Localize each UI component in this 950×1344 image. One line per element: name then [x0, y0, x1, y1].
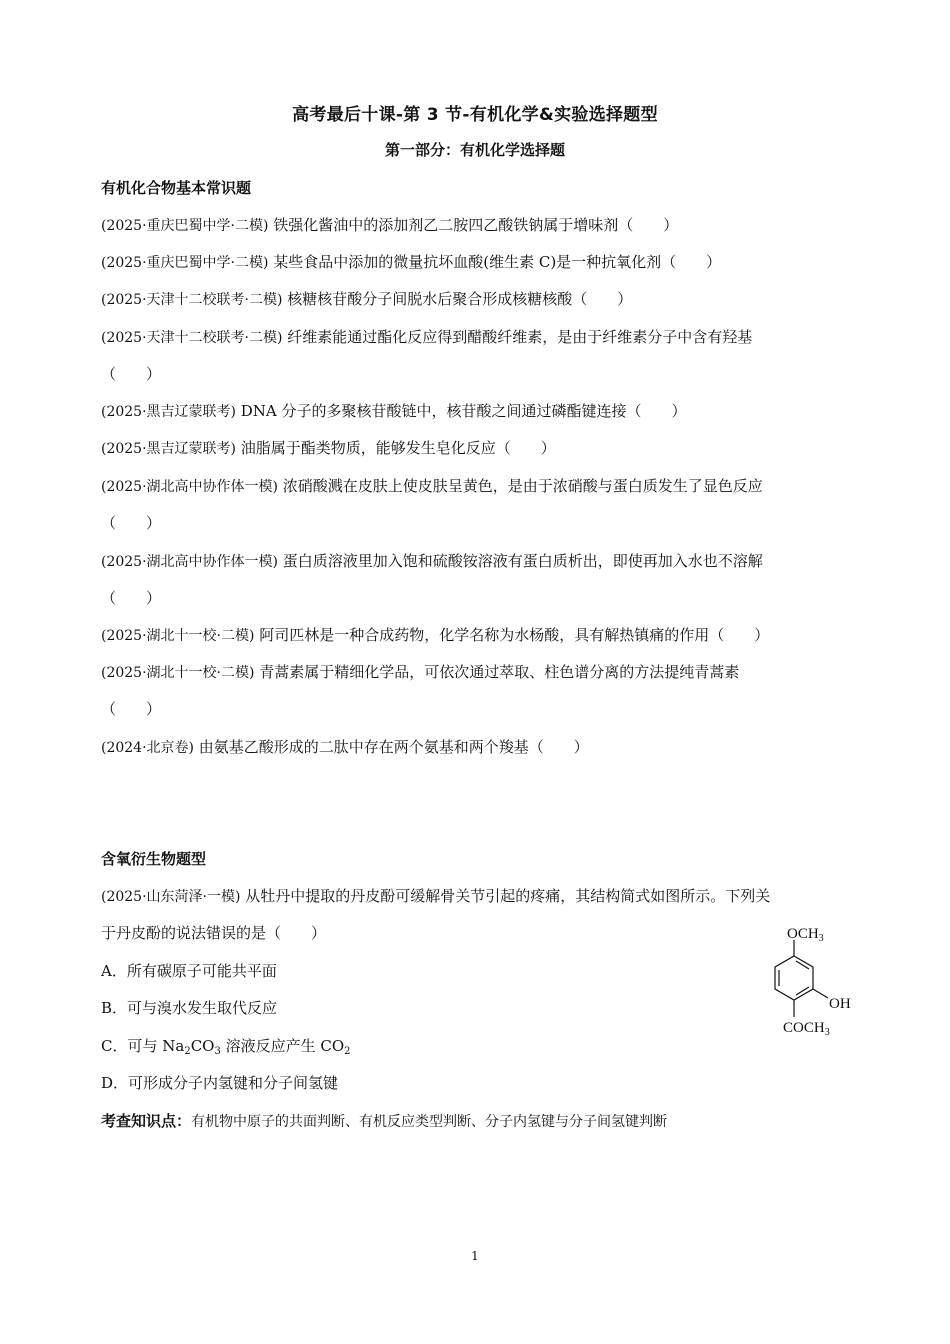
- question-source: (2025·湖北高中协作体一模): [101, 479, 279, 495]
- question-text: 纤维素能通过酯化反应得到醋酸纤维素，是由于纤维素分子中含有羟基: [282, 328, 753, 346]
- question-item: [101, 288, 632, 309]
- question-text: 油脂属于酯类物质，能够发生皂化反应（ ）: [236, 439, 556, 457]
- question-item: [101, 624, 769, 645]
- question-source: (2025·湖北十一校·二模): [101, 665, 255, 681]
- question-source: (2025·天津十二校联考·二模): [101, 330, 283, 346]
- question-item: [101, 326, 752, 347]
- question-text: 青蒿素属于精细化学品，可依次通过萃取、柱色谱分离的方法提纯青蒿素: [254, 663, 740, 681]
- subscript: 3: [214, 1046, 221, 1057]
- part-subtitle: 第一部分：有机化学选择题: [384, 141, 565, 159]
- question-text: 某些食品中添加的微量抗坏血酸(维生素 C)是一种抗氧化剂（ ）: [268, 253, 722, 271]
- question-text: 浓硝酸溅在皮肤上使皮肤呈黄色，是由于浓硝酸与蛋白质发生了显色反应: [278, 477, 763, 495]
- knowledge-points: [101, 1110, 667, 1131]
- option-c-text: C．可与 Na: [101, 1037, 185, 1055]
- question-source: (2025·天津十二校联考·二模): [101, 292, 283, 308]
- structure-label-oh: OH: [829, 996, 851, 1012]
- question-text: 阿司匹林是一种合成药物，化学名称为水杨酸，具有解热镇痛的作用（ ）: [254, 626, 770, 644]
- option-b: B．可与溴水发生取代反应: [101, 999, 278, 1017]
- question-text: 从牡丹中提取的丹皮酚可缓解骨关节引起的疼痛，其结构简式如图所示。下列关: [240, 887, 771, 905]
- question-item: [101, 400, 687, 421]
- knowledge-text: 有机物中原子的共面判断、有机反应类型判断、分子内氢键与分子间氢键判断: [191, 1114, 668, 1130]
- option-c-text: CO: [190, 1037, 215, 1055]
- structure-label-coch3: $COCH_3$: [783, 1020, 830, 1038]
- paeonol-structure-diagram: [765, 918, 875, 1048]
- question-text: 由氨基乙酸形成的二肽中存在两个氨基和两个羧基（ ）: [194, 738, 589, 756]
- question-source: (2025·重庆巴蜀中学·二模): [101, 255, 269, 271]
- question-text: DNA 分子的多聚核苷酸链中，核苷酸之间通过磷酯键连接（ ）: [236, 402, 687, 420]
- question-source: (2025·湖北高中协作体一模): [101, 554, 279, 570]
- section-heading-basic: 有机化合物基本常识题: [101, 179, 252, 197]
- question-item: [101, 214, 678, 235]
- question-text: 蛋白质溶液里加入饱和硫酸铵溶液有蛋白质析出，即使再加入水也不溶解: [278, 552, 763, 570]
- question-source: (2025·山东菏泽·一模): [101, 889, 241, 905]
- answer-parentheses: （ ）: [101, 365, 162, 383]
- section-heading-oxygen-derivatives: 含氧衍生物题型: [101, 850, 207, 868]
- document-title: 高考最后十课-第 3 节-有机化学&实验选择题型: [292, 105, 658, 125]
- question-item: [101, 251, 721, 272]
- question-text: 核糖核苷酸分子间脱水后聚合形成核糖核酸（ ）: [282, 290, 633, 308]
- question-item: [101, 475, 763, 496]
- question-item: [101, 661, 739, 682]
- page-number: 1: [471, 1249, 479, 1263]
- answer-parentheses: （ ）: [101, 514, 162, 532]
- subscript: 2: [344, 1046, 351, 1057]
- subscript: 2: [184, 1046, 191, 1057]
- knowledge-label: 考查知识点：: [101, 1112, 192, 1130]
- answer-parentheses: （ ）: [101, 700, 162, 718]
- question-source: (2025·黑吉辽蒙联考): [101, 441, 237, 457]
- option-c-text: 溶液反应产生 CO: [220, 1037, 345, 1055]
- option-d: D．可形成分子内氢键和分子间氢键: [101, 1074, 339, 1092]
- question-item: [101, 437, 556, 458]
- question-source: (2025·黑吉辽蒙联考): [101, 404, 237, 420]
- question-stem: [101, 885, 770, 906]
- question-source: (2024·北京卷): [101, 740, 195, 756]
- question-text: 铁强化酱油中的添加剂乙二胺四乙酸铁钠属于增味剂（ ）: [268, 216, 679, 234]
- structure-label-och3: $OCH_3$: [787, 926, 824, 944]
- question-source: (2025·重庆巴蜀中学·二模): [101, 218, 269, 234]
- question-stem-continued: 于丹皮酚的说法错误的是（ ）: [101, 924, 327, 942]
- question-source: (2025·湖北十一校·二模): [101, 628, 255, 644]
- option-a: A．所有碳原子可能共平面: [101, 962, 277, 980]
- option-c: [101, 1035, 351, 1057]
- question-item: [101, 550, 763, 571]
- question-item: [101, 736, 589, 757]
- answer-parentheses: （ ）: [101, 589, 162, 607]
